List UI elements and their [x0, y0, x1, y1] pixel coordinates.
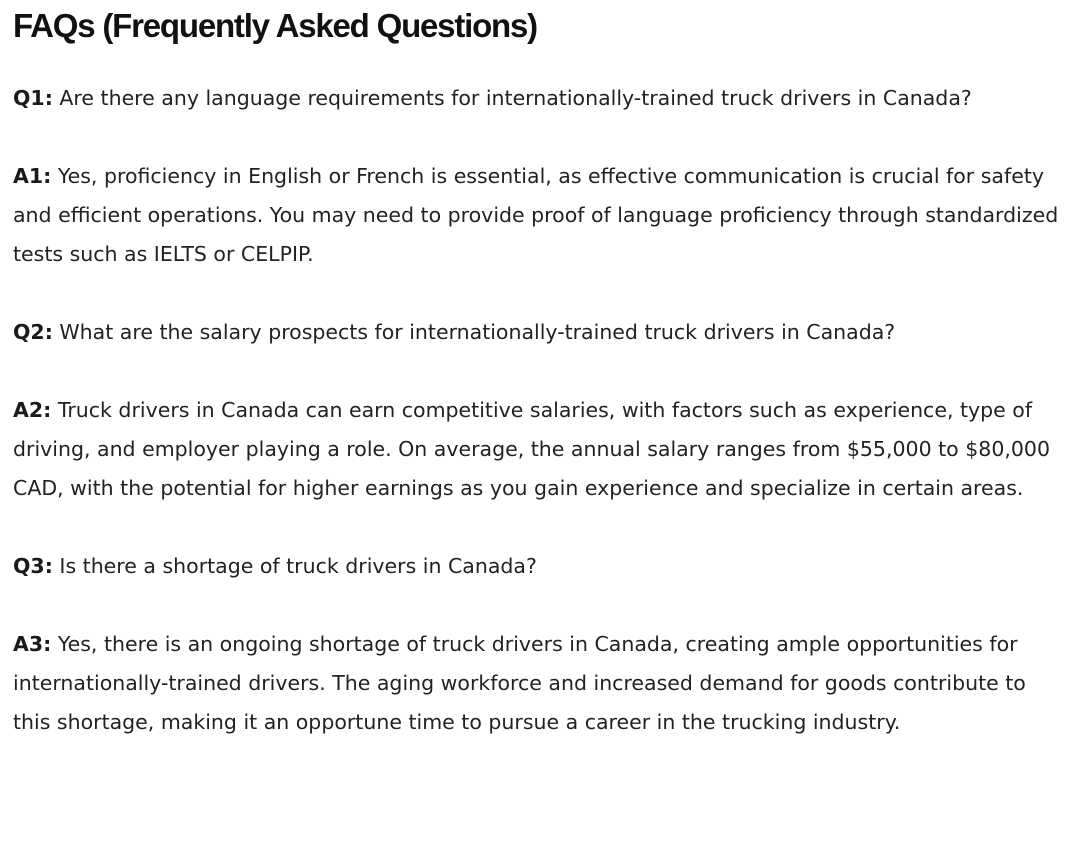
- answer-1: [13, 157, 1063, 274]
- answer-2: [13, 391, 1063, 508]
- question-2-text: What are the salary prospects for internationally-trained truck drivers in Canada?: [52, 320, 896, 344]
- answer-3-label: A3:: [13, 632, 52, 656]
- question-3-label: Q3:: [13, 554, 53, 578]
- answer-2-text: Truck drivers in Canada can earn competitive salaries, with factors such as experience, type of driving, and employer playing a role. On average, the annual salary ranges from $55,000 to $80,000 CAD, with the potential for higher earnings as you gain experience and specialize in certain areas.: [13, 398, 1051, 500]
- answer-1-label: A1:: [13, 164, 52, 188]
- answer-2-label: A2:: [13, 398, 52, 422]
- question-2-label: Q2:: [13, 320, 53, 344]
- question-2: [13, 313, 1063, 352]
- answer-1-text: Yes, proficiency in English or French is essential, as effective communication is crucial for safety and efficient operations. You may need to provide proof of language proficiency through standardized tests such as IELTS or CELPIP.: [13, 164, 1059, 266]
- question-1: [13, 79, 1063, 118]
- faq-heading: FAQs (Frequently Asked Questions): [13, 7, 537, 44]
- faq-article: [13, 0, 1063, 742]
- answer-3-text: Yes, there is an ongoing shortage of truck drivers in Canada, creating ample opportunities for internationally-trained drivers. The aging workforce and increased demand for goods contribute to this shortage, making it an opportune time to pursue a career in the trucking industry.: [13, 632, 1026, 734]
- question-3: [13, 547, 1063, 586]
- question-3-text: Is there a shortage of truck drivers in Canada?: [52, 554, 537, 578]
- question-1-text: Are there any language requirements for internationally-trained truck drivers in Canada?: [52, 86, 972, 110]
- question-1-label: Q1:: [13, 86, 53, 110]
- answer-3: [13, 625, 1063, 742]
